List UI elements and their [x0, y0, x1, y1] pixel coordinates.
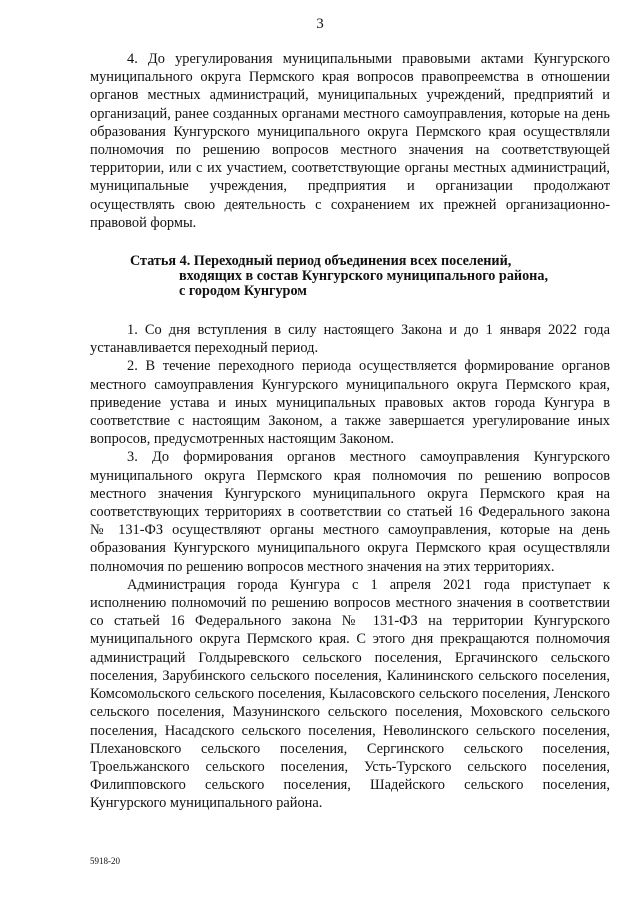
- document-body: [90, 50, 610, 813]
- page-number: 3: [316, 16, 324, 32]
- paragraph-3: 3. До формирования органов местного самоуправления Кунгурского муниципального округа Пермского края полномочия по решению вопросов местного значения Кунгурского муниципального округа Пермского края на соответствующих территориях в соответствии со статьей 16 Федерального закона № 131-ФЗ осуществляют органы местного самоуправления, которые на день образования Кунгурского муниципального округа Пермского края осуществляли полномочия по решению вопросов местного значения на этих территориях.: [90, 449, 610, 575]
- article-heading-line-1: Статья 4. Переходный период объединения всех поселений,: [130, 253, 512, 270]
- document-code: 5918-20: [90, 856, 120, 866]
- paragraph-2: 2. В течение переходного периода осуществляется формирование органов местного самоуправления Кунгурского муниципального округа Пермского края, приведение устава и иных муниципальных правовых актов города Кунгура в соответствие с настоящим Законом, а также завершается урегулирование иных вопросов, предусмотренных настоящим Законом.: [90, 358, 610, 448]
- paragraph-administration: Администрация города Кунгура с 1 апреля 2021 года приступает к исполнению полномочий по решению вопросов местного значения в соответствии со статьей 16 Федерального закона № 131-ФЗ на территории Кунгурского муниципального округа Пермского края. С этого дня прекращаются полномочия администраций Голдыревского сельского поселения, Ергачинского сельского поселения, Зарубинского сельского поселения, Калининского сельского поселения, Комсомольского сельского поселения, Кыласовского сельского поселения, Ленского сельского поселения, Мазунинского сельского поселения, Моховского сельского поселения, Насадского сельского поселения, Неволинского сельского поселения, Плехановского сельского поселения, Сергинского сельского поселения, Троельжанского сельского поселения, Усть-Турского сельского поселения, Филипповского сельского поселения, Шадейского сельского поселения, Кунгурского муниципального района.: [90, 576, 610, 812]
- paragraph-1: 1. Со дня вступления в силу настоящего Закона и до 1 января 2022 года устанавливается переходный период.: [90, 322, 610, 357]
- article-heading-line-2: входящих в состав Кунгурского муниципального района,: [179, 268, 548, 285]
- article-heading: [130, 254, 610, 299]
- article-heading-line-3: с городом Кунгуром: [179, 283, 307, 300]
- paragraph-4: 4. До урегулирования муниципальными правовыми актами Кунгурского муниципального округа Пермского края вопросов правопреемства в отношении органов местных администраций, муниципальных учреждений, предприятий и организаций, ранее созданных органами местного самоуправления, которые на день образования Кунгурского муниципального округа Пермского края осуществляли полномочия по решению вопросов местного значения на соответствующей территории, или с их участием, соответствующие органы местных администраций, муниципальные учреждения, предприятия и организации продолжают осуществлять свою деятельность с сохранением их прежней организационно-правовой формы.: [90, 51, 610, 231]
